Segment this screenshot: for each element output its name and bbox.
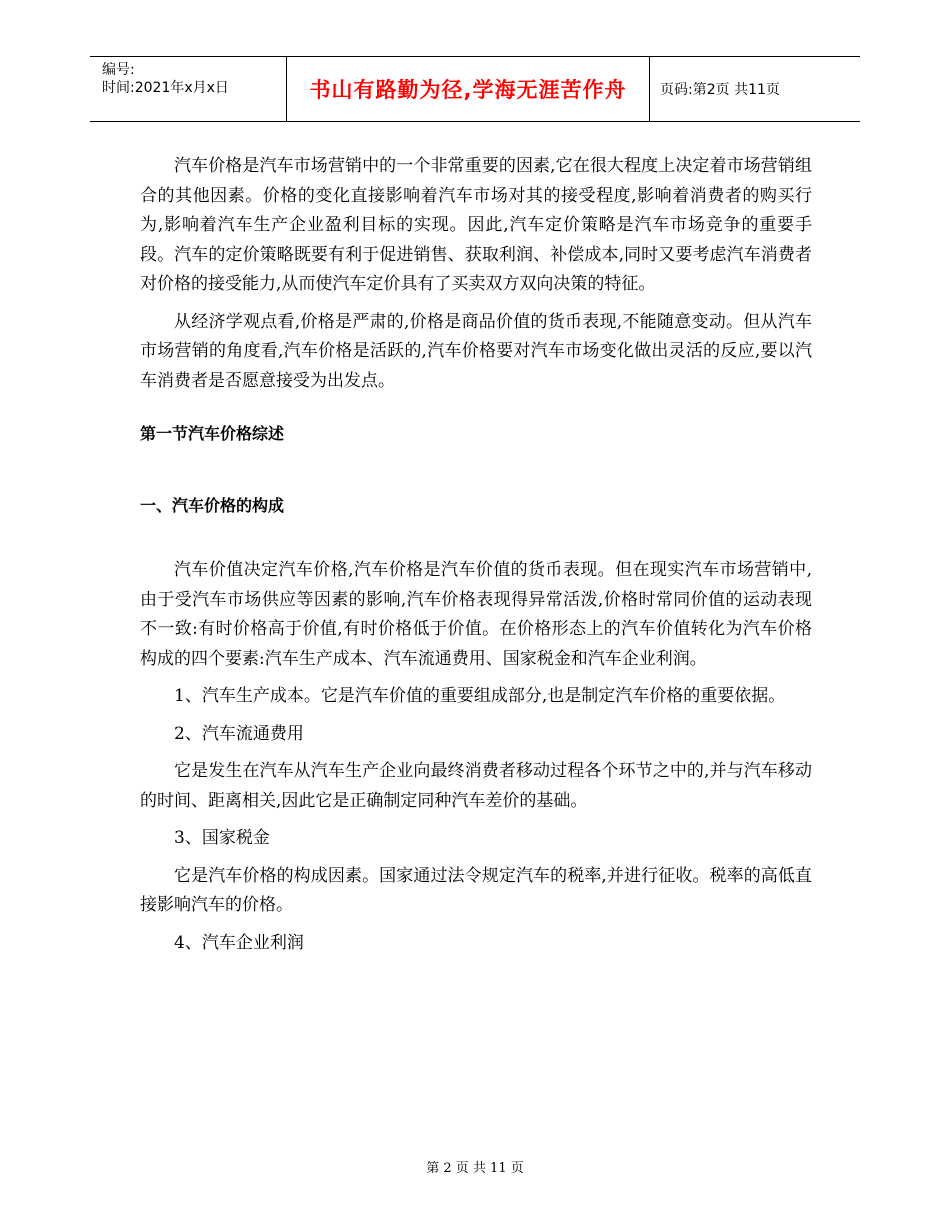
intro-paragraph-1: 汽车价格是汽车市场营销中的一个非常重要的因素,它在很大程度上决定着市场营销组合的其他因素。价格的变化直接影响着汽车市场对其的接受程度,影响着消费者的购买行为,影响着汽车生产企业盈利目标的实现。因此,汽车定价策略是汽车市场竞争的重要手段。汽车的定价策略既要有利于促进销售、获取利润、补偿成本,同时又要考虑汽车消费者对价格的接受能力,从而使汽车定价具有了买卖双方双向决策的特征。 xyxy=(140,156,812,294)
list-item-circulation-cost-text: 它是发生在汽车从汽车生产企业向最终消费者移动过程各个环节之中的,并与汽车移动的时间、距离相关,因此它是正确制定同种汽车差价的基础。 xyxy=(140,761,812,811)
document-header xyxy=(90,56,860,122)
intro-paragraph-2: 从经济学观点看,价格是严肃的,价格是商品价值的货币表现,不能随意变动。但从汽车市场营销的角度看,汽车价格是活跃的,汽车价格要对汽车市场变化做出灵活的反应,要以汽车消费者是否愿意接受为出发点。 xyxy=(140,311,812,391)
list-item-tax-text: 它是汽车价格的构成因素。国家通过法令规定汽车的税率,并进行征收。税率的高低直接影响汽车的价格。 xyxy=(140,865,812,915)
header-meta xyxy=(90,57,286,121)
document-number-label: 编号: xyxy=(102,62,135,78)
page-footer xyxy=(0,1157,950,1176)
header-page-info: 页码:第2页 共11页 xyxy=(660,82,780,98)
list-item-tax-title: 3、国家税金 xyxy=(174,828,270,848)
document-body xyxy=(140,152,812,966)
section-title: 第一节汽车价格综述 xyxy=(140,424,285,443)
list-item-production-cost: 1、汽车生产成本。它是汽车价值的重要组成部分,也是制定汽车价格的重要依据。 xyxy=(174,686,786,706)
document-time-label: 时间:2021年x月x日 xyxy=(102,80,229,96)
body-paragraph: 汽车价值决定汽车价格,汽车价格是汽车价值的货币表现。但在现实汽车市场营销中,由于受汽车市场供应等因素的影响,汽车价格表现得异常活泼,价格时常同价值的运动表现不一致:有时价格高于价值,有时价格低于价值。在价格形态上的汽车价值转化为汽车价格构成的四个要素:汽车生产成本、汽车流通费用、国家税金和汽车企业利润。 xyxy=(140,560,812,669)
list-item-profit-title: 4、汽车企业利润 xyxy=(174,932,304,953)
header-motto: 书山有路勤为径,学海无涯苦作舟 xyxy=(286,57,650,121)
list-item-circulation-cost-title: 2、汽车流通费用 xyxy=(174,723,304,744)
subsection-title: 一、汽车价格的构成 xyxy=(140,496,285,515)
footer-page-number: 第 2 页 共 11 页 xyxy=(426,1161,524,1176)
